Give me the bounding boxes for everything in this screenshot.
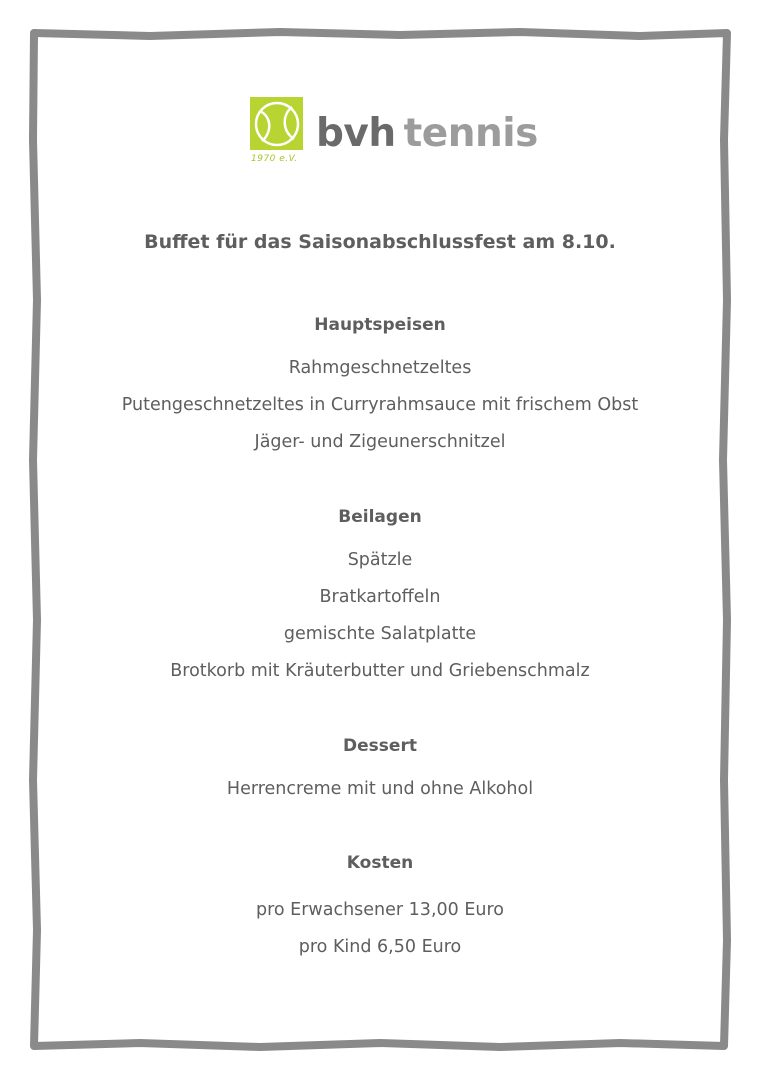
section-heading: Beilagen xyxy=(338,507,422,527)
logo-year: 1970 e.V. xyxy=(251,154,298,164)
menu-item: Rahmgeschnetzeltes xyxy=(288,358,472,378)
section-hauptspeisen xyxy=(0,314,760,461)
logo-wordmark xyxy=(316,111,538,157)
section-beilagen xyxy=(0,506,760,690)
menu-item: Bratkartoffeln xyxy=(319,587,441,607)
logo-word-bvh: bvh xyxy=(316,111,396,156)
menu-item-list xyxy=(0,771,760,808)
menu-item: Putengeschnetzeltes in Curryrahmsauce mit frischem Obst xyxy=(121,395,639,415)
club-logo xyxy=(250,97,538,169)
menu-item-list xyxy=(0,892,760,966)
price-item: pro Kind 6,50 Euro xyxy=(298,937,462,957)
tennis-ball-logo-icon xyxy=(250,97,303,150)
menu-item: Brotkorb mit Kräuterbutter und Griebenschmalz xyxy=(170,661,590,681)
price-item: pro Erwachsener 13,00 Euro xyxy=(255,900,505,920)
menu-item: Herrencreme mit und ohne Alkohol xyxy=(226,779,534,799)
section-heading: Hauptspeisen xyxy=(314,315,446,335)
section-kosten xyxy=(0,852,760,966)
section-heading: Dessert xyxy=(343,736,417,756)
menu-item-list xyxy=(0,542,760,690)
section-heading: Kosten xyxy=(346,853,414,873)
page-title: Buffet für das Saisonabschlussfest am 8.10. xyxy=(144,231,616,253)
menu-item: Jäger- und Zigeunerschnitzel xyxy=(254,432,506,452)
section-dessert xyxy=(0,735,760,808)
logo-word-tennis: tennis xyxy=(403,111,538,156)
menu-item: gemischte Salatplatte xyxy=(283,624,477,644)
menu-item-list xyxy=(0,350,760,461)
menu-item: Spätzle xyxy=(347,550,413,570)
